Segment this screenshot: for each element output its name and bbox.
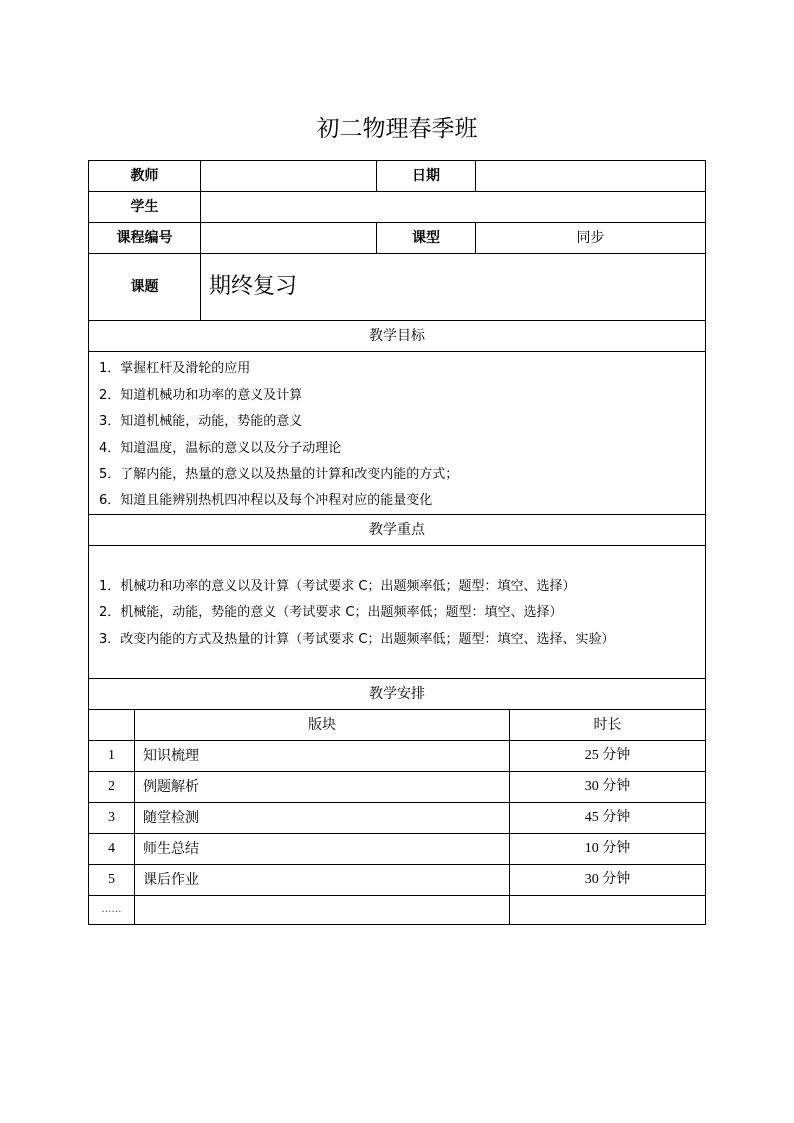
list-item: 3．知道机械能，动能，势能的意义 xyxy=(99,414,303,429)
table-row-block: 知识梳理 xyxy=(134,740,510,772)
course-code-value[interactable] xyxy=(200,222,377,254)
table-row-no: 5 xyxy=(88,864,135,896)
list-item: 3．改变内能的方式及热量的计算（考试要求 C；出题频率低；题型：填空、选择、实验） xyxy=(99,632,615,647)
table-row-duration: 30 分钟 xyxy=(509,771,706,803)
table-row-duration: 25 分钟 xyxy=(509,740,706,772)
course-code-label: 课程编号 xyxy=(88,222,201,254)
schedule-header-block: 版块 xyxy=(134,709,510,741)
student-value[interactable] xyxy=(200,191,706,223)
table-row-block-empty xyxy=(134,895,510,925)
date-label: 日期 xyxy=(376,160,476,192)
list-item: 2．知道机械功和功率的意义及计算 xyxy=(99,388,303,403)
table-row-block: 随堂检测 xyxy=(134,802,510,834)
list-item: 1．掌握杠杆及滑轮的应用 xyxy=(99,361,251,376)
student-label: 学生 xyxy=(88,191,201,223)
table-row-no: 4 xyxy=(88,833,135,865)
table-row-ellipsis: …… xyxy=(88,895,135,925)
list-item: 2．机械能，动能，势能的意义（考试要求 C；出题频率低；题型：填空、选择） xyxy=(99,605,563,620)
teacher-value[interactable] xyxy=(200,160,377,192)
list-item: 6．知道且能辨别热机四冲程以及每个冲程对应的能量变化 xyxy=(99,493,433,508)
table-row-block: 例题解析 xyxy=(134,771,510,803)
table-row-no: 3 xyxy=(88,802,135,834)
list-item: 4．知道温度，温标的意义以及分子动理论 xyxy=(99,441,342,456)
table-row-duration-empty xyxy=(509,895,706,925)
topic-label: 课题 xyxy=(88,253,201,321)
teacher-label: 教师 xyxy=(88,160,201,192)
key-points-list xyxy=(88,545,706,679)
table-row-duration: 45 分钟 xyxy=(509,802,706,834)
table-row-no: 1 xyxy=(88,740,135,772)
page-title: 初二物理春季班 xyxy=(316,116,478,142)
objectives-heading: 教学目标 xyxy=(88,320,706,352)
date-value[interactable] xyxy=(475,160,706,192)
table-row-no: 2 xyxy=(88,771,135,803)
table-row-duration: 30 分钟 xyxy=(509,864,706,896)
table-row-block: 课后作业 xyxy=(134,864,510,896)
key-points-heading: 教学重点 xyxy=(88,514,706,546)
table-row-duration: 10 分钟 xyxy=(509,833,706,865)
list-item: 1．机械功和功率的意义以及计算（考试要求 C；出题频率低；题型：填空、选择） xyxy=(99,579,576,594)
list-item: 5．了解内能，热量的意义以及热量的计算和改变内能的方式； xyxy=(99,467,459,482)
topic-value: 期终复习 xyxy=(200,253,706,321)
schedule-header-duration: 时长 xyxy=(509,709,706,741)
course-type-value: 同步 xyxy=(475,222,706,254)
schedule-heading: 教学安排 xyxy=(88,678,706,710)
schedule-header-no xyxy=(88,709,135,741)
course-type-label: 课型 xyxy=(376,222,476,254)
table-row-block: 师生总结 xyxy=(134,833,510,865)
objectives-list xyxy=(88,351,706,515)
